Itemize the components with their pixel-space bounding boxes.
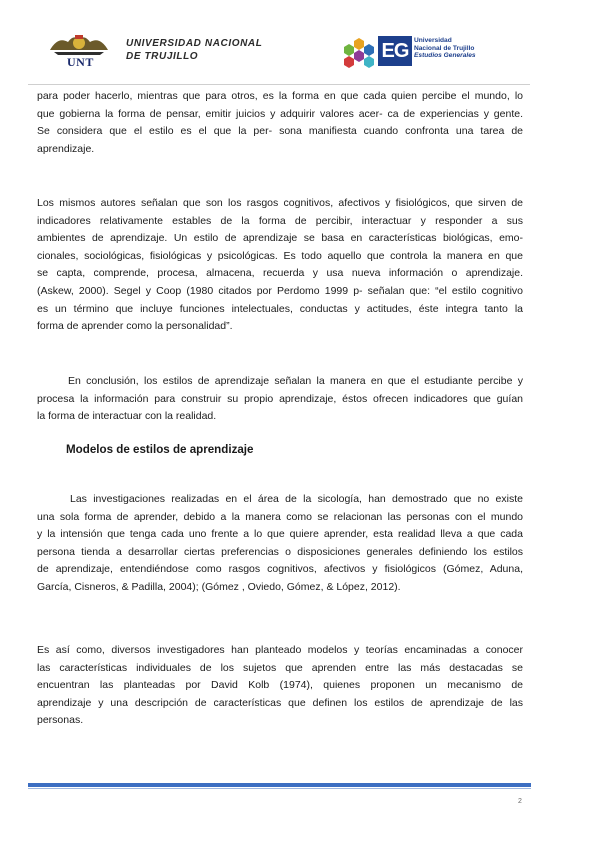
university-name bbox=[126, 37, 262, 63]
paragraph-2 bbox=[37, 195, 523, 336]
text-line: persona tienda a desarrollar ciertas preferencias o disposiciones generales definiendo los estilos bbox=[37, 545, 523, 558]
text-line: la forma de interactuar con la realidad. bbox=[37, 410, 217, 423]
eg-logo-line2: Nacional de Trujillo bbox=[414, 44, 475, 52]
eg-logo-mark: EG bbox=[378, 36, 412, 66]
text-line: procesa la información para construir su propio aprendizaje, éstos ofrecen indicadores que guían bbox=[37, 392, 523, 405]
footer-accent-bar bbox=[28, 783, 531, 787]
eg-logo-text bbox=[414, 37, 476, 60]
university-name-line2: DE TRUJILLO bbox=[126, 51, 199, 62]
text-line: Los mismos autores señalan que son los rasgos cognitivos, afectivos y fisiológicos, que sirven de bbox=[37, 197, 523, 209]
page-header bbox=[0, 0, 600, 88]
university-name-line1: UNIVERSIDAD NACIONAL bbox=[126, 38, 263, 49]
text-line: y la intensión que tenga cada uno frente a lo que quiere aprender, esta realidad lleva a que cada bbox=[37, 528, 523, 541]
text-line: Se considera que el estilo es el que la per- sona manifiesta cuando confronta una tarea de bbox=[37, 125, 523, 138]
text-line: encuentran las planteadas por David Kolb (1974), quienes proponen un mecanismo de bbox=[37, 679, 523, 692]
text-line: indicadores relativamente estables de la forma de percibir, interactuar y responder a sus bbox=[37, 214, 523, 227]
text-line: aprendizaje. bbox=[37, 142, 95, 155]
header-divider bbox=[28, 84, 530, 85]
paragraph-4 bbox=[37, 491, 523, 597]
text-line: forma de aprender como la personalidad”. bbox=[37, 320, 233, 333]
text-line: es un término que incluye funciones intelectuales, conductas y actitudes, éste integra tanto la bbox=[37, 302, 523, 315]
text-line: una sola forma de aprender, debido a la manera como se relacionan las personas con el mundo bbox=[37, 510, 523, 523]
eg-logo-line3: Estudios Generales bbox=[414, 52, 476, 60]
footer-accent-line bbox=[28, 788, 531, 789]
text-line: que gobierna la forma de pensar, emitir juicios y adquirir valores acer- ca de experiencias y gente. bbox=[37, 107, 523, 120]
section-heading: Modelos de estilos de aprendizaje bbox=[66, 443, 254, 456]
paragraph-1 bbox=[37, 88, 523, 158]
text-line: aprendizaje y una descripción de características que definen los estilos de aprendizaje de las bbox=[37, 696, 523, 709]
text-line: ambientes de aprendizaje. Un estilo de aprendizaje se basa en características biológicas, emo- bbox=[37, 232, 523, 245]
text-line: de aprendizaje, entendiéndose como rasgos cognitivos, afectivos y fisiológicos (Gómez, Aduna, bbox=[37, 563, 523, 576]
page-number: 2 bbox=[518, 798, 522, 805]
text-line: Las investigaciones realizadas en el área de la sicología, han demostrado que no existe bbox=[70, 493, 523, 505]
unt-logo-text: UNT bbox=[67, 55, 94, 69]
text-line: cionales, sociológicas, fisiológicas y psicológicas. Es todo aquello que controla la manera en que bbox=[37, 249, 523, 262]
eg-logo-line1: Universidad bbox=[414, 37, 452, 44]
text-line: (Askew, 2000). Segel y Coop (1980 citados por Perdomo 1999 p- señalan que: “el estilo cognitivo bbox=[37, 284, 523, 297]
text-line: personas. bbox=[37, 714, 84, 727]
text-line: se capta, comprende, procesa, almacena, recuerda y usa nueva información o aprendizaje. bbox=[37, 267, 523, 280]
paragraph-3 bbox=[37, 373, 523, 426]
text-line: las características individuales de los sujetos que aprenden entre las más destacadas se bbox=[37, 661, 523, 674]
text-line: García, Cisneros, & Padilla, 2004); (Gómez , Oviedo, Gómez, & López, 2012). bbox=[37, 580, 401, 593]
paragraph-5 bbox=[37, 642, 523, 730]
text-line: En conclusión, los estilos de aprendizaje señalan la manera en que el estudiante percibe y bbox=[68, 375, 523, 387]
text-line: Es así como, diversos investigadores han planteado modelos y teorías encaminadas a conocer bbox=[37, 644, 523, 656]
text-line: para poder hacerlo, mientras que para otros, es la forma en que cada quien percibe el mundo, lo bbox=[37, 90, 523, 102]
